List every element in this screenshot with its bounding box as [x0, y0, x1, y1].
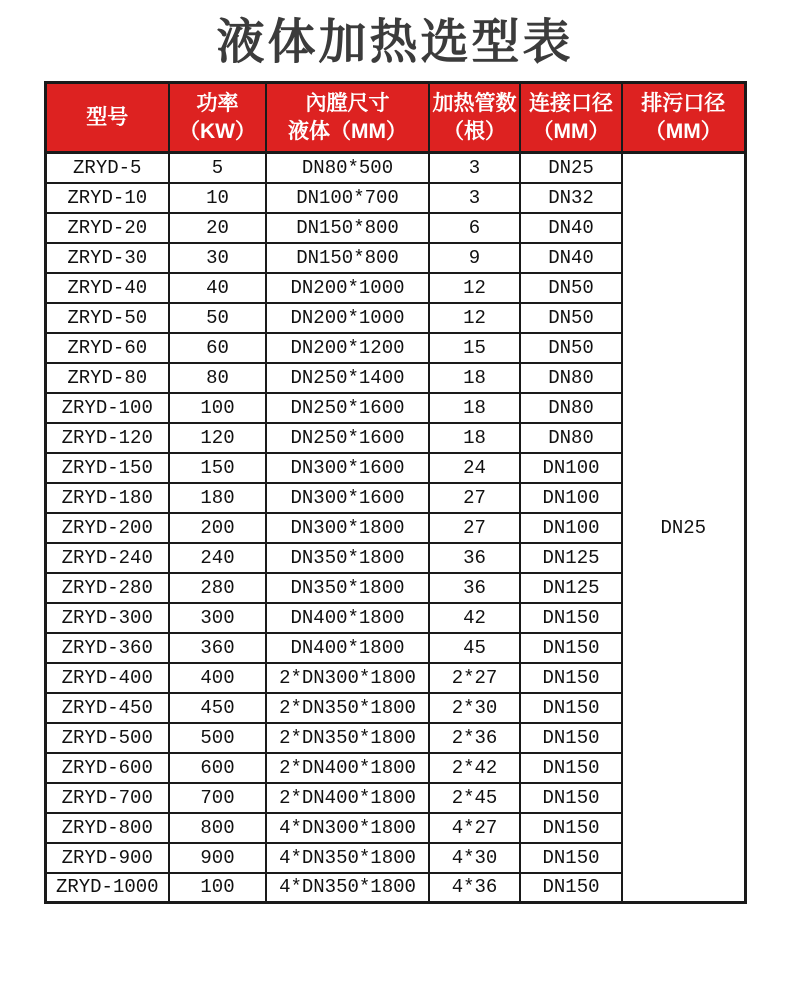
cell-power: 10: [169, 183, 266, 213]
cell-model: ZRYD-1000: [45, 873, 169, 903]
col-header-drain-line2: （MM）: [644, 119, 722, 143]
table-row: [45, 153, 745, 183]
cell-size: DN100*700: [266, 183, 429, 213]
page-title: 液体加热选型表: [216, 16, 574, 69]
cell-model: ZRYD-100: [45, 393, 169, 423]
col-header-tubes: [429, 83, 520, 153]
cell-model: ZRYD-50: [45, 303, 169, 333]
cell-tubes: 6: [429, 213, 520, 243]
cell-tubes: 2*36: [429, 723, 520, 753]
cell-size: 2*DN400*1800: [266, 783, 429, 813]
cell-power: 600: [169, 753, 266, 783]
cell-size: DN80*500: [266, 153, 429, 183]
cell-model: ZRYD-60: [45, 333, 169, 363]
cell-size: DN350*1800: [266, 543, 429, 573]
cell-model: ZRYD-200: [45, 513, 169, 543]
col-header-power: [169, 83, 266, 153]
cell-power: 120: [169, 423, 266, 453]
cell-tubes: 2*45: [429, 783, 520, 813]
cell-model: ZRYD-10: [45, 183, 169, 213]
cell-size: 4*DN350*1800: [266, 843, 429, 873]
cell-conn: DN80: [520, 393, 622, 423]
cell-conn: DN125: [520, 543, 622, 573]
col-header-size-line2: 液体（MM）: [288, 119, 407, 143]
cell-tubes: 9: [429, 243, 520, 273]
cell-tubes: 3: [429, 183, 520, 213]
cell-tubes: 2*42: [429, 753, 520, 783]
col-header-conn: [520, 83, 622, 153]
col-header-model-line1: 型号: [86, 105, 129, 129]
cell-size: 2*DN400*1800: [266, 753, 429, 783]
col-header-power-line2: （KW）: [179, 119, 256, 143]
col-header-drain-line1: 排污口径: [641, 91, 726, 115]
cell-power: 280: [169, 573, 266, 603]
cell-conn: DN125: [520, 573, 622, 603]
header-row: [45, 83, 745, 153]
cell-tubes: 4*36: [429, 873, 520, 903]
cell-conn: DN150: [520, 663, 622, 693]
cell-power: 500: [169, 723, 266, 753]
cell-conn: DN150: [520, 843, 622, 873]
cell-tubes: 18: [429, 393, 520, 423]
cell-size: DN150*800: [266, 213, 429, 243]
col-header-conn-line1: 连接口径: [529, 91, 613, 115]
cell-conn: DN150: [520, 753, 622, 783]
cell-conn: DN40: [520, 213, 622, 243]
cell-conn: DN150: [520, 723, 622, 753]
col-header-conn-line2: （MM）: [532, 119, 610, 143]
col-header-size-line1: 內膛尺寸: [305, 91, 390, 115]
cell-conn: DN50: [520, 273, 622, 303]
cell-tubes: 12: [429, 273, 520, 303]
cell-model: ZRYD-500: [45, 723, 169, 753]
cell-size: DN300*1600: [266, 483, 429, 513]
cell-size: DN150*800: [266, 243, 429, 273]
cell-tubes: 2*30: [429, 693, 520, 723]
cell-conn: DN150: [520, 633, 622, 663]
cell-model: ZRYD-400: [45, 663, 169, 693]
cell-power: 200: [169, 513, 266, 543]
cell-power: 240: [169, 543, 266, 573]
cell-model: ZRYD-280: [45, 573, 169, 603]
cell-model: ZRYD-80: [45, 363, 169, 393]
cell-power: 700: [169, 783, 266, 813]
cell-tubes: 2*27: [429, 663, 520, 693]
cell-power: 100: [169, 393, 266, 423]
cell-size: 2*DN350*1800: [266, 723, 429, 753]
cell-conn: DN32: [520, 183, 622, 213]
cell-size: DN350*1800: [266, 573, 429, 603]
cell-tubes: 4*30: [429, 843, 520, 873]
cell-power: 300: [169, 603, 266, 633]
cell-tubes: 18: [429, 423, 520, 453]
cell-power: 100: [169, 873, 266, 903]
cell-conn: DN80: [520, 423, 622, 453]
cell-model: ZRYD-180: [45, 483, 169, 513]
cell-conn: DN25: [520, 153, 622, 183]
cell-size: DN200*1000: [266, 273, 429, 303]
cell-conn: DN100: [520, 513, 622, 543]
cell-model: ZRYD-240: [45, 543, 169, 573]
cell-tubes: 42: [429, 603, 520, 633]
col-header-tubes-line1: 加热管数: [432, 91, 517, 115]
cell-power: 5: [169, 153, 266, 183]
cell-model: ZRYD-800: [45, 813, 169, 843]
cell-model: ZRYD-120: [45, 423, 169, 453]
cell-model: ZRYD-20: [45, 213, 169, 243]
cell-conn: DN40: [520, 243, 622, 273]
cell-tubes: 36: [429, 573, 520, 603]
cell-power: 900: [169, 843, 266, 873]
cell-model: ZRYD-150: [45, 453, 169, 483]
cell-size: 4*DN350*1800: [266, 873, 429, 903]
cell-size: DN250*1600: [266, 423, 429, 453]
cell-model: ZRYD-40: [45, 273, 169, 303]
cell-power: 40: [169, 273, 266, 303]
cell-size: DN300*1600: [266, 453, 429, 483]
cell-conn: DN150: [520, 813, 622, 843]
cell-conn: DN150: [520, 783, 622, 813]
cell-size: DN200*1200: [266, 333, 429, 363]
cell-power: 450: [169, 693, 266, 723]
selection-table: [44, 81, 747, 904]
cell-conn: DN150: [520, 603, 622, 633]
cell-conn: DN50: [520, 303, 622, 333]
cell-power: 360: [169, 633, 266, 663]
table-body: [45, 153, 745, 903]
cell-model: ZRYD-5: [45, 153, 169, 183]
cell-power: 800: [169, 813, 266, 843]
cell-size: DN200*1000: [266, 303, 429, 333]
cell-tubes: 45: [429, 633, 520, 663]
col-header-drain: [622, 83, 745, 153]
cell-size: DN250*1600: [266, 393, 429, 423]
cell-power: 20: [169, 213, 266, 243]
cell-power: 400: [169, 663, 266, 693]
table-header: [45, 83, 745, 153]
cell-model: ZRYD-300: [45, 603, 169, 633]
col-header-power-line1: 功率: [196, 91, 239, 115]
cell-model: ZRYD-360: [45, 633, 169, 663]
cell-power: 180: [169, 483, 266, 513]
cell-tubes: 4*27: [429, 813, 520, 843]
cell-tubes: 27: [429, 483, 520, 513]
cell-conn: DN100: [520, 483, 622, 513]
cell-tubes: 3: [429, 153, 520, 183]
cell-power: 60: [169, 333, 266, 363]
cell-tubes: 15: [429, 333, 520, 363]
col-header-tubes-line2: （根）: [443, 119, 506, 143]
cell-size: 2*DN300*1800: [266, 663, 429, 693]
cell-power: 150: [169, 453, 266, 483]
cell-model: ZRYD-600: [45, 753, 169, 783]
cell-drain-merged: DN25: [622, 153, 745, 903]
cell-conn: DN100: [520, 453, 622, 483]
cell-conn: DN50: [520, 333, 622, 363]
cell-model: ZRYD-900: [45, 843, 169, 873]
cell-power: 50: [169, 303, 266, 333]
cell-power: 80: [169, 363, 266, 393]
col-header-model: [45, 83, 169, 153]
cell-conn: DN150: [520, 873, 622, 903]
cell-tubes: 36: [429, 543, 520, 573]
cell-tubes: 27: [429, 513, 520, 543]
cell-size: DN250*1400: [266, 363, 429, 393]
cell-conn: DN80: [520, 363, 622, 393]
cell-size: 4*DN300*1800: [266, 813, 429, 843]
col-header-size: [266, 83, 429, 153]
cell-size: DN400*1800: [266, 633, 429, 663]
cell-tubes: 24: [429, 453, 520, 483]
cell-conn: DN150: [520, 693, 622, 723]
cell-tubes: 12: [429, 303, 520, 333]
cell-model: ZRYD-700: [45, 783, 169, 813]
cell-model: ZRYD-30: [45, 243, 169, 273]
cell-model: ZRYD-450: [45, 693, 169, 723]
cell-tubes: 18: [429, 363, 520, 393]
cell-size: DN400*1800: [266, 603, 429, 633]
cell-size: DN300*1800: [266, 513, 429, 543]
cell-power: 30: [169, 243, 266, 273]
cell-size: 2*DN350*1800: [266, 693, 429, 723]
